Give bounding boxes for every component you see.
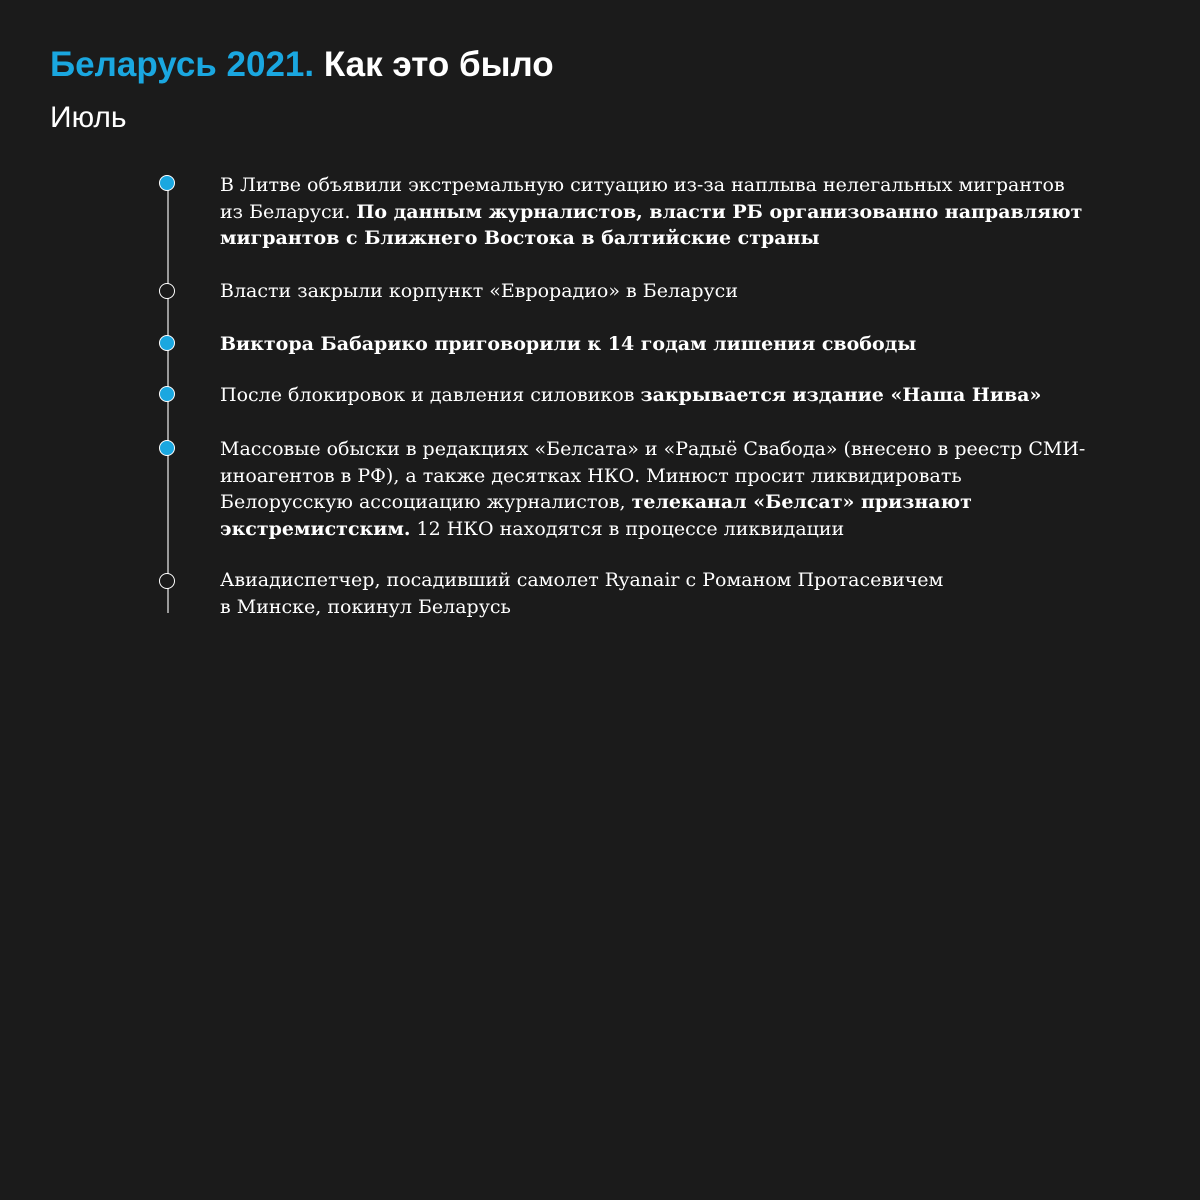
timeline-event [220,382,1090,409]
event-text-bold: По данным журналистов, власти РБ организованно направляют мигрантов с Ближнего Востока в балтийские страны [220,200,1083,249]
title-main: Как это было [323,45,554,84]
timeline-event [220,278,1090,305]
event-text-bold: телеканал «Белсат» признают экстремистским. [220,491,972,540]
timeline-marker-filled [159,175,175,191]
event-text: Власти закрыли корпункт «Еврорадио» в Беларуси [220,280,738,302]
event-text: В Литве объявили экстремальную ситуацию из-за наплыва нелегальных мигрантов из Беларуси. [220,174,1065,223]
timeline-marker-filled [159,386,175,402]
event-text-bold: Виктора Бабарико приговорили к 14 годам лишения свободы [220,333,917,355]
title-accent: Беларусь 2021. [50,45,315,84]
event-text: в Минске, покинул Беларусь [220,595,511,618]
page-title [50,40,554,90]
timeline-marker-filled [159,335,175,351]
timeline-marker-filled [159,440,175,456]
timeline-event [220,436,1090,542]
event-text-bold: закрывается издание «Наша Нива» [640,384,1042,406]
timeline-event [220,172,1090,252]
month-label: Июль [50,101,127,134]
timeline-event [220,331,1090,358]
timeline-event [220,567,1090,620]
event-text: Массовые обыски в редакциях «Белсата» и «Радыё Свабода» (внесено в реестр СМИ-иноагентов в РФ), а также десятках НКО. Минюст просит ликвидировать Белорусскую ассоциацию журналистов, [220,438,1086,513]
timeline-marker-hollow [159,573,175,589]
event-text: Авиадиспетчер, посадивший самолет Ryanair с Романом Протасевичем [220,569,944,591]
event-text: После блокировок и давления силовиков [220,384,635,406]
event-text: 12 НКО находятся в процессе ликвидации [416,517,845,540]
timeline-marker-hollow [159,283,175,299]
